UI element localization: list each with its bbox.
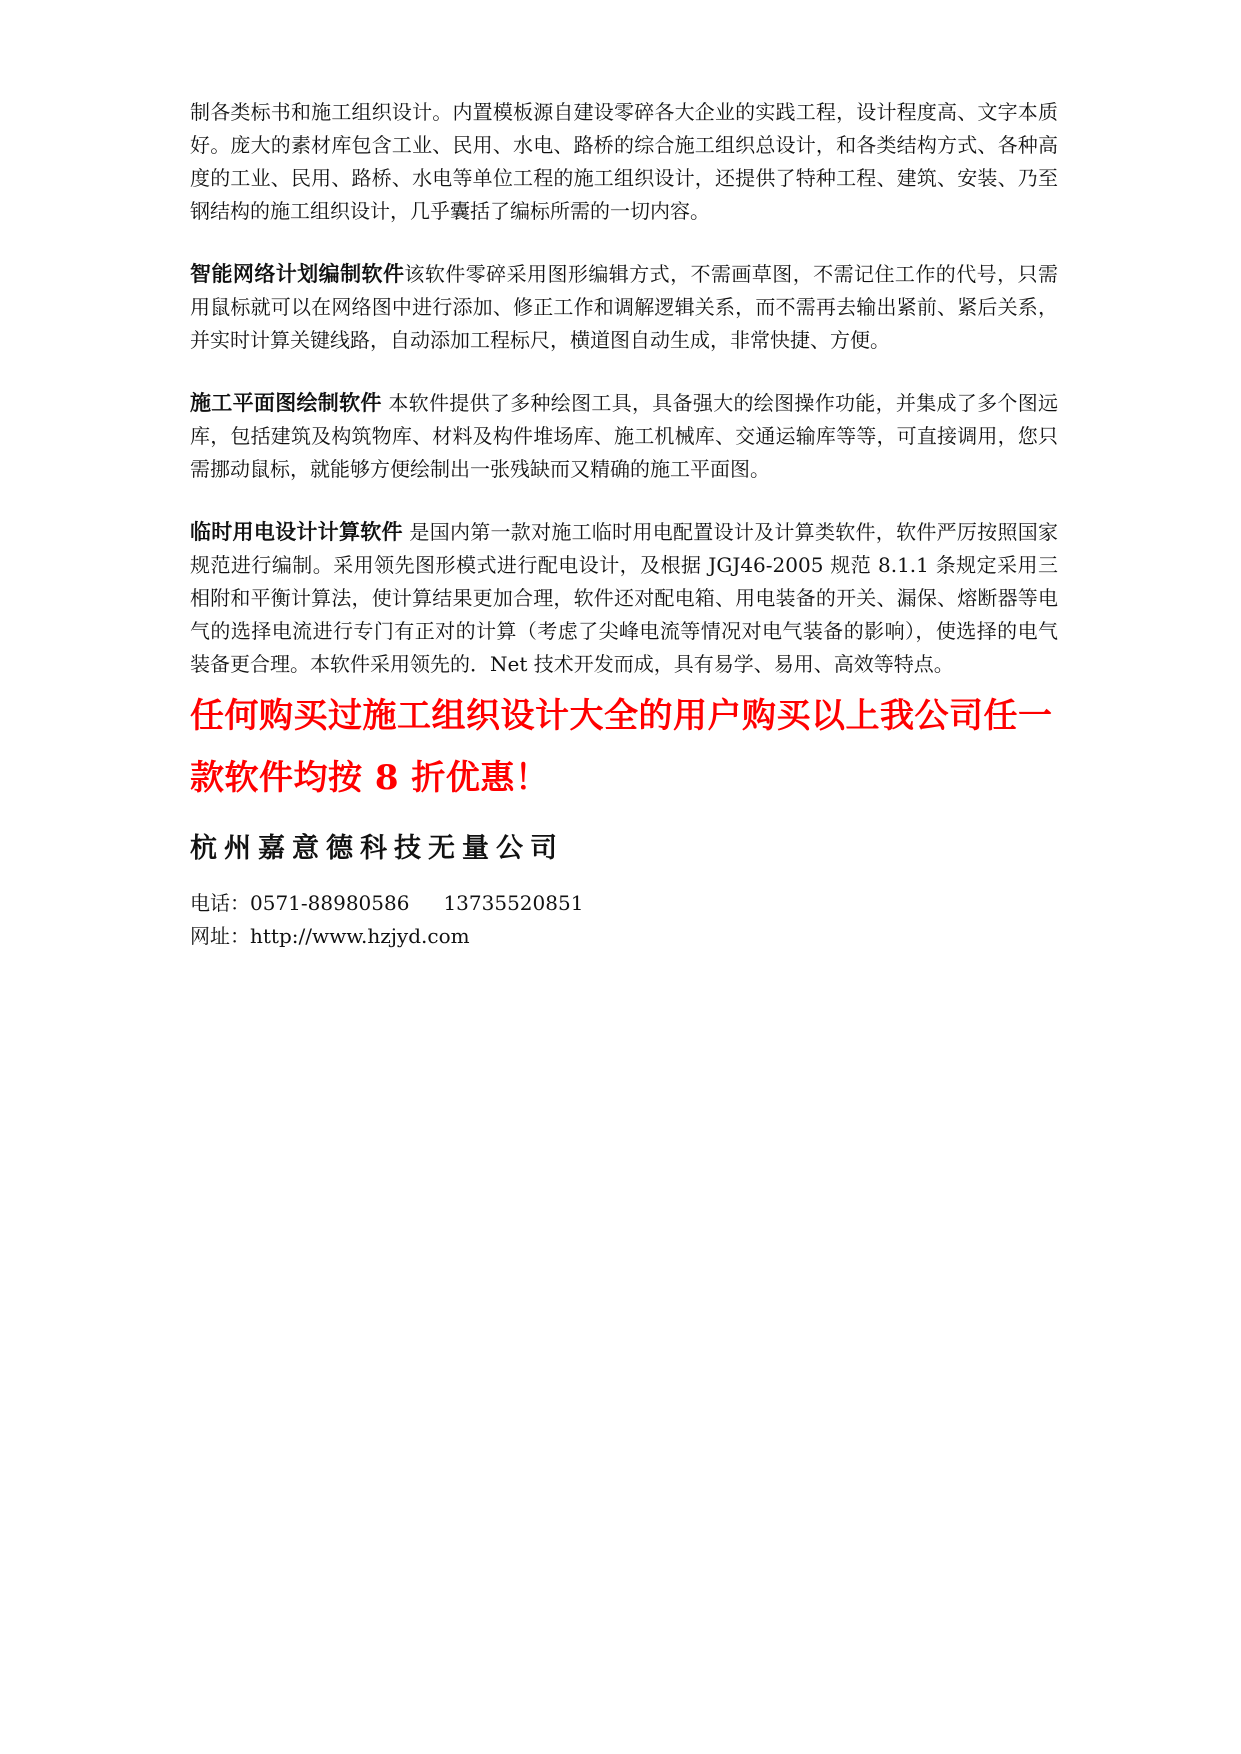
contact-block — [190, 887, 1058, 953]
network-plan-paragraph — [190, 258, 1058, 357]
network-plan-title: 智能网络计划编制软件 — [190, 262, 405, 286]
temp-power-paragraph — [190, 516, 1058, 681]
mobile-number: 13735520851 — [443, 891, 584, 915]
site-plan-title: 施工平面图绘制软件 — [190, 391, 382, 415]
phone-number: 0571-88980586 — [250, 891, 410, 915]
site-plan-paragraph — [190, 387, 1058, 486]
company-name: 杭州嘉意德科技无量公司 — [190, 833, 564, 864]
document-page — [190, 96, 1058, 953]
temp-power-text: 是国内第一款对施工临时用电配置设计及计算类软件，软件严厉按照国家规范进行编制。采用领先图形模式进行配电设计，及根据 JGJ46-2005 规范 8.1.1 条规定采用三相附和平衡计算法，使计算结果更加合理，软件还对配电箱、用电装备的开关、漏保、熔断器等电气的选择电流进行专门有正对的计算（考虑了尖峰电流等情况对电气装备的影响），使选择的电气装备更合理。本软件采用领先的．Net 技术开发而成，具有易学、易用、高效等特点。 — [190, 520, 1059, 676]
phone-label: 电话： — [190, 891, 250, 915]
website-url[interactable]: http://www.hzjyd.com — [250, 924, 470, 948]
phone-line — [190, 887, 1058, 920]
website-label: 网址： — [190, 924, 250, 948]
site-plan-text: 本软件提供了多种绘图工具，具备强大的绘图操作功能，并集成了多个图远库，包括建筑及构筑物库、材料及构件堆场库、施工机械库、交通运输库等等，可直接调用，您只需挪动鼠标，就能够方便绘制出一张残缺而又精确的施工平面图。 — [190, 391, 1059, 481]
temp-power-title: 临时用电设计计算软件 — [190, 520, 403, 544]
website-line — [190, 920, 1058, 953]
intro-paragraph — [190, 96, 1058, 228]
promo-notice: 任何购买过施工组织设计大全的用户购买以上我公司任一款软件均按 8 折优惠！ — [190, 696, 1053, 798]
intro-text: 制各类标书和施工组织设计。内置模板源自建设零碎各大企业的实践工程，设计程度高、文字本质好。庞大的素材库包含工业、民用、水电、路桥的综合施工组织总设计，和各类结构方式、各种高度的工业、民用、路桥、水电等单位工程的施工组织设计，还提供了特种工程、建筑、安装、乃至钢结构的施工组织设计，几乎囊括了编标所需的一切内容。 — [190, 100, 1058, 223]
network-plan-text: 该软件零碎采用图形编辑方式，不需画草图，不需记住工作的代号，只需用鼠标就可以在网络图中进行添加、修正工作和调解逻辑关系，而不需再去输出紧前、紧后关系，并实时计算关键线路，自动添加工程标尺，横道图自动生成，非常快捷、方便。 — [190, 262, 1058, 352]
